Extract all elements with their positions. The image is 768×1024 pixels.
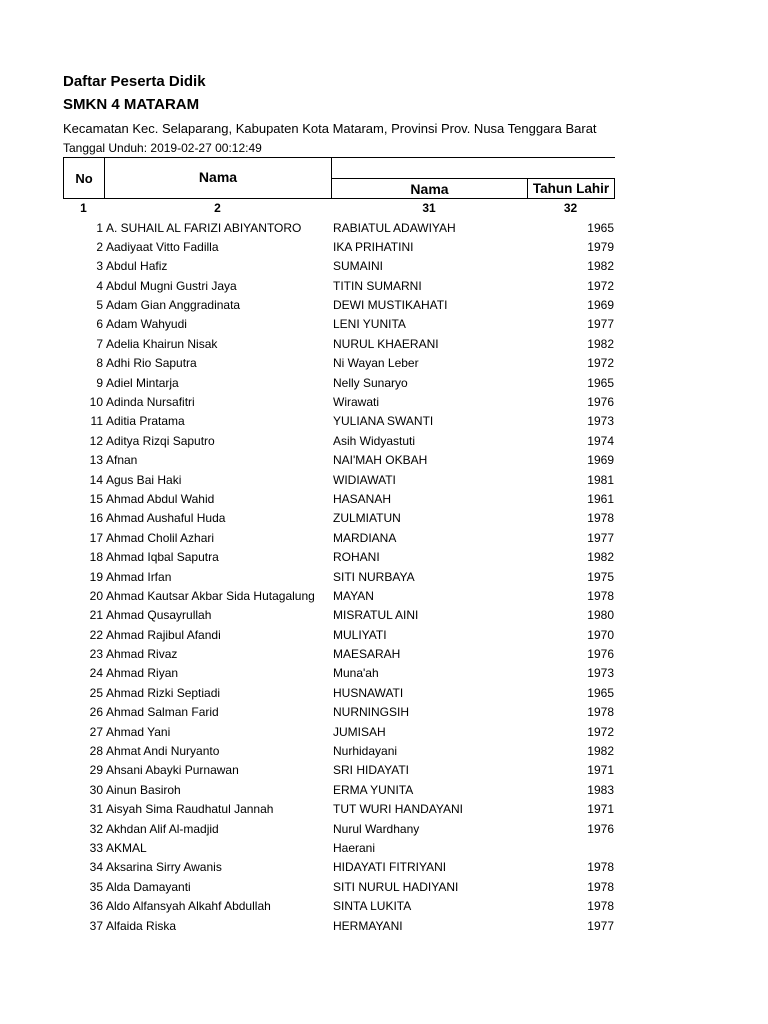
column-group-header (331, 157, 615, 179)
row-number: 25 (89, 685, 103, 700)
student-name: Aldo Alfansyah Alkahf Abdullah (106, 899, 271, 914)
row-number: 15 (89, 491, 103, 506)
row-number: 20 (89, 588, 103, 603)
row-number: 5 (96, 298, 103, 313)
table-row (63, 839, 615, 858)
table-row (63, 781, 615, 800)
mother-birth-year: 1977 (587, 317, 614, 332)
document-title: Daftar Peserta Didik (63, 73, 206, 90)
mother-name: NURNINGSIH (333, 705, 410, 720)
mother-birth-year: 1980 (587, 608, 614, 623)
row-number: 21 (89, 608, 103, 623)
student-name: A. SUHAIL AL FARIZI ABIYANTORO (106, 220, 302, 235)
row-number: 22 (89, 627, 103, 642)
row-number: 26 (89, 705, 103, 720)
mother-birth-year: 1978 (587, 705, 614, 720)
mother-birth-year: 1982 (587, 744, 614, 759)
row-number: 1 (96, 220, 103, 235)
table-row (63, 277, 615, 296)
row-number: 4 (96, 278, 103, 293)
mother-name: SUMAINI (333, 259, 384, 274)
student-name: Ainun Basiroh (106, 782, 181, 797)
student-table-body (63, 219, 615, 936)
mother-birth-year: 1975 (587, 569, 614, 584)
mother-birth-year (527, 839, 614, 858)
mother-name: ROHANI (333, 550, 380, 565)
table-row (63, 878, 615, 897)
mother-birth-year: 1973 (587, 666, 614, 681)
location-line: Kecamatan Kec. Selaparang, Kabupaten Kota Mataram, Provinsi Prov. Nusa Tenggara Barat (63, 121, 597, 136)
mother-birth-year: 1965 (587, 685, 614, 700)
table-row (63, 490, 615, 509)
mother-birth-year: 1981 (587, 472, 614, 487)
mother-name: TITIN SUMARNI (333, 278, 422, 293)
mother-name: DEWI MUSTIKAHATI (333, 298, 448, 313)
table-row (63, 684, 615, 703)
mother-name: JUMISAH (333, 724, 386, 739)
column-header-mother-birth-year: Tahun Lahir (527, 178, 615, 199)
table-row (63, 703, 615, 722)
table-row (63, 626, 615, 645)
table-row (63, 219, 615, 238)
table-row (63, 335, 615, 354)
column-header-no: No (63, 157, 105, 199)
table-row (63, 761, 615, 780)
mother-name: Nelly Sunaryo (333, 375, 408, 390)
table-row (63, 897, 615, 916)
student-name: Agus Bai Haki (106, 472, 182, 487)
student-name: Ahmad Rajibul Afandi (106, 627, 221, 642)
table-row (63, 238, 615, 257)
mother-name: YULIANA SWANTI (333, 414, 434, 429)
column-number: 32 (563, 201, 578, 215)
row-number: 6 (96, 317, 103, 332)
mother-birth-year: 1977 (587, 918, 614, 933)
student-name: Aditia Pratama (106, 414, 185, 429)
mother-birth-year: 1978 (587, 588, 614, 603)
table-row (63, 296, 615, 315)
mother-name: MARDIANA (333, 530, 397, 545)
mother-birth-year: 1972 (587, 278, 614, 293)
table-row (63, 820, 615, 839)
mother-birth-year: 1976 (587, 821, 614, 836)
mother-name: MAESARAH (333, 647, 401, 662)
download-date: Tanggal Unduh: 2019-02-27 00:12:49 (63, 141, 262, 155)
table-row (63, 742, 615, 761)
student-name: Akhdan Alif Al-madjid (106, 821, 219, 836)
mother-birth-year: 1971 (587, 802, 614, 817)
mother-name: TUT WURI HANDAYANI (333, 802, 464, 817)
mother-birth-year: 1976 (587, 395, 614, 410)
row-number: 27 (89, 724, 103, 739)
student-name: Ahmad Yani (106, 724, 171, 739)
table-row (63, 374, 615, 393)
mother-birth-year: 1977 (587, 530, 614, 545)
table-row (63, 451, 615, 470)
table-row (63, 664, 615, 683)
mother-birth-year: 1972 (587, 724, 614, 739)
table-row (63, 432, 615, 451)
row-number: 13 (89, 453, 103, 468)
student-name: Adam Gian Anggradinata (106, 298, 241, 313)
row-number: 33 (89, 841, 103, 855)
row-number: 24 (89, 666, 103, 681)
column-header-student-name: Nama (104, 157, 332, 199)
mother-birth-year: 1978 (587, 511, 614, 526)
student-name: Alfaida Riska (106, 918, 177, 933)
row-number: 34 (89, 860, 103, 875)
student-name: Aksarina Sirry Awanis (106, 860, 222, 875)
table-row (63, 548, 615, 567)
school-name: SMKN 4 MATARAM (63, 96, 200, 113)
mother-birth-year: 1982 (587, 336, 614, 351)
table-row (63, 723, 615, 742)
mother-name: Nurhidayani (333, 744, 398, 759)
mother-birth-year: 1978 (587, 860, 614, 875)
student-name: Ahmad Aushaful Huda (106, 511, 226, 526)
mother-birth-year: 1965 (587, 375, 614, 390)
mother-birth-year: 1970 (587, 627, 614, 642)
student-name: Aditya Rizqi Saputro (106, 433, 215, 448)
mother-birth-year: 1973 (587, 414, 614, 429)
student-name: Ahsani Abayki Purnawan (106, 763, 239, 778)
row-number: 16 (89, 511, 103, 526)
table-row (63, 645, 615, 664)
mother-name: HIDAYATI FITRIYANI (333, 860, 447, 875)
mother-name: ERMA YUNITA (333, 782, 414, 797)
table-row (63, 606, 615, 625)
student-name: Ahmad Irfan (106, 569, 172, 584)
student-name: Adhi Rio Saputra (106, 356, 197, 371)
mother-name: Nurul Wardhany (333, 821, 420, 836)
student-name: Adiel Mintarja (106, 375, 179, 390)
mother-name: RABIATUL ADAWIYAH (333, 220, 456, 235)
student-name: Ahmad Cholil Azhari (106, 530, 215, 545)
row-number: 37 (89, 918, 103, 933)
mother-name: IKA PRIHATINI (333, 239, 414, 254)
table-row (63, 858, 615, 877)
student-name: Afnan (106, 453, 138, 468)
column-number-row (63, 199, 614, 218)
mother-name: MULIYATI (333, 627, 387, 642)
student-name: Ahmad Qusayrullah (106, 608, 212, 623)
table-row (63, 257, 615, 276)
row-number: 8 (96, 356, 103, 371)
mother-birth-year: 1965 (587, 220, 614, 235)
mother-birth-year: 1983 (587, 782, 614, 797)
row-number: 10 (89, 395, 103, 410)
table-row (63, 587, 615, 606)
table-row (63, 471, 615, 490)
table-row (63, 529, 615, 548)
mother-name: Asih Widyastuti (333, 433, 416, 448)
mother-birth-year: 1961 (587, 491, 614, 506)
mother-name: MISRATUL AINI (333, 608, 419, 623)
student-name: Ahmad Rivaz (106, 647, 178, 662)
row-number: 3 (96, 259, 103, 274)
row-number: 29 (89, 763, 103, 778)
mother-name: HUSNAWATI (333, 685, 404, 700)
table-row (63, 800, 615, 819)
student-name: Ahmad Iqbal Saputra (106, 550, 219, 565)
student-name: Adam Wahyudi (106, 317, 187, 332)
table-row (63, 393, 615, 412)
mother-name: SINTA LUKITA (333, 899, 412, 914)
column-number: 2 (214, 201, 221, 215)
mother-birth-year: 1982 (587, 550, 614, 565)
mother-name: Muna'ah (333, 666, 379, 681)
mother-birth-year: 1969 (587, 298, 614, 313)
student-name: Ahmad Riyan (106, 666, 179, 681)
mother-birth-year: 1979 (587, 239, 614, 254)
student-name: Ahmat Andi Nuryanto (106, 744, 220, 759)
row-number: 28 (89, 744, 103, 759)
row-number: 23 (89, 647, 103, 662)
student-name: Ahmad Salman Farid (106, 705, 219, 720)
row-number: 9 (96, 375, 103, 390)
student-name: Alda Damayanti (106, 879, 191, 894)
mother-name: Wirawati (333, 395, 380, 410)
mother-birth-year: 1978 (587, 879, 614, 894)
row-number: 35 (89, 879, 103, 894)
student-name: Ahmad Kautsar Akbar Sida Hutagalung (106, 588, 315, 603)
mother-name: NURUL KHAERANI (333, 336, 439, 351)
student-name: Abdul Hafiz (106, 259, 168, 274)
student-name: Aisyah Sima Raudhatul Jannah (106, 802, 274, 817)
column-number: 31 (422, 201, 436, 215)
mother-birth-year: 1976 (587, 647, 614, 662)
student-name: AKMAL (106, 841, 147, 855)
table-row (63, 568, 615, 587)
table-row (63, 917, 615, 936)
mother-name: SRI HIDAYATI (333, 763, 410, 778)
mother-name: MAYAN (333, 588, 374, 603)
row-number: 12 (89, 433, 103, 448)
mother-birth-year: 1971 (587, 763, 614, 778)
mother-name: Haerani (333, 841, 376, 855)
student-name: Adinda Nursafitri (106, 395, 195, 410)
mother-name: WIDIAWATI (333, 472, 396, 487)
table-row (63, 354, 615, 373)
column-number: 1 (80, 201, 87, 215)
mother-name: LENI YUNITA (333, 317, 406, 332)
mother-name: SITI NURUL HADIYANI (333, 879, 459, 894)
student-name: Abdul Mugni Gustri Jaya (106, 278, 237, 293)
row-number: 19 (89, 569, 103, 584)
mother-name: Ni Wayan Leber (333, 356, 419, 371)
table-row (63, 509, 615, 528)
student-name: Adelia Khairun Nisak (106, 336, 218, 351)
row-number: 18 (89, 550, 103, 565)
mother-birth-year: 1974 (587, 433, 614, 448)
row-number: 30 (89, 782, 103, 797)
mother-birth-year: 1982 (587, 259, 614, 274)
row-number: 2 (96, 239, 103, 254)
student-name: Aadiyaat Vitto Fadilla (106, 239, 219, 254)
mother-birth-year: 1969 (587, 453, 614, 468)
mother-name: NAI'MAH OKBAH (333, 453, 428, 468)
student-name: Ahmad Rizki Septiadi (106, 685, 221, 700)
mother-name: SITI NURBAYA (333, 569, 415, 584)
row-number: 7 (96, 336, 103, 351)
row-number: 32 (89, 821, 103, 836)
mother-name: HERMAYANI (333, 918, 403, 933)
table-row (63, 412, 615, 431)
mother-birth-year: 1978 (587, 899, 614, 914)
mother-name: ZULMIATUN (333, 511, 401, 526)
mother-name: HASANAH (333, 491, 392, 506)
row-number: 11 (90, 414, 103, 429)
row-number: 14 (89, 472, 103, 487)
row-number: 36 (89, 899, 103, 914)
row-number: 17 (89, 530, 103, 545)
column-header-mother-name: Nama (331, 178, 528, 199)
mother-birth-year: 1972 (587, 356, 614, 371)
row-number: 31 (89, 802, 103, 817)
student-name: Ahmad Abdul Wahid (106, 491, 215, 506)
table-row (63, 315, 615, 334)
